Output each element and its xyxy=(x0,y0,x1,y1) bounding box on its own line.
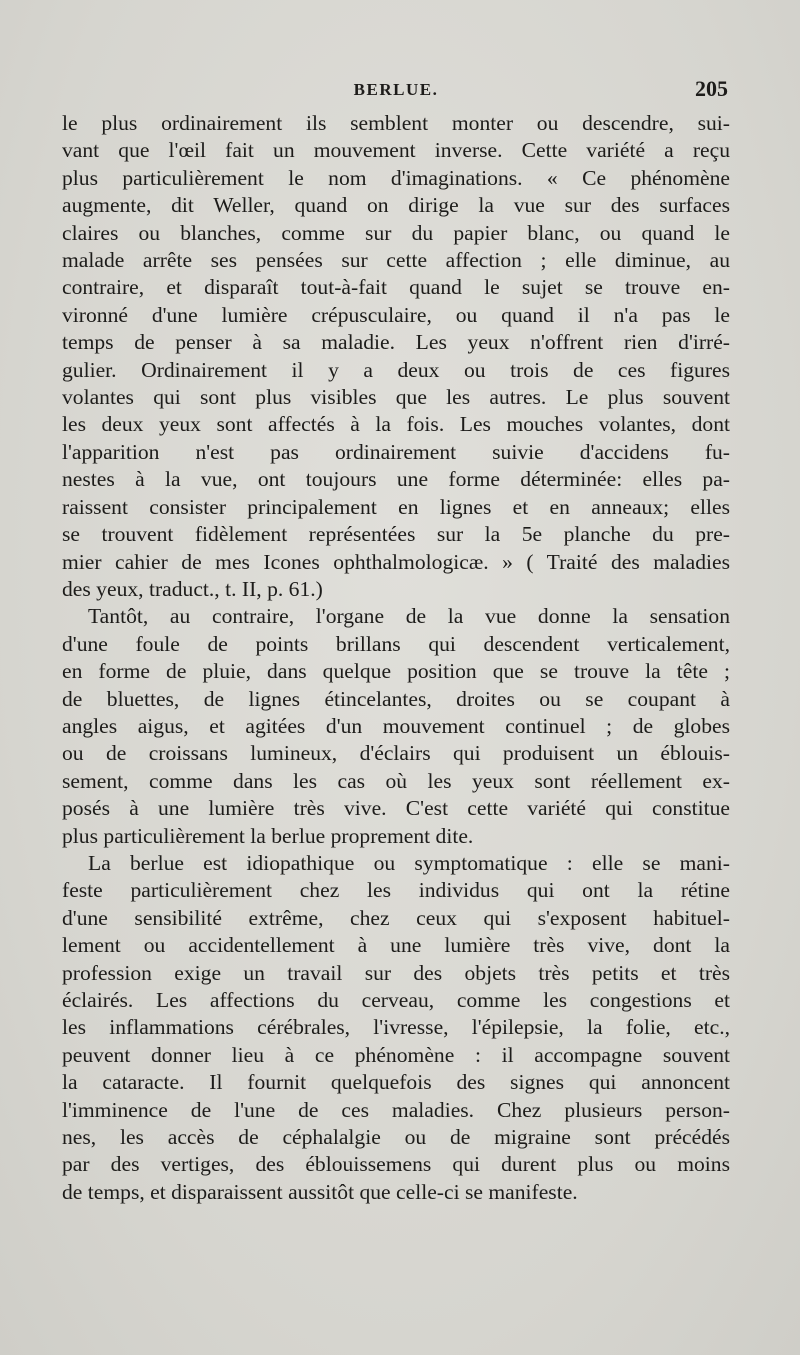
text-line: augmente, dit Weller, quand on dirige la vue sur des surfaces xyxy=(62,193,730,218)
text-line: raissent consister principalement en lignes et en anneaux; elles xyxy=(62,494,730,519)
text-line: Tantôt, au contraire, l'organe de la vue donne la sensation xyxy=(88,604,730,629)
text-line: gulier. Ordinairement il y a deux ou trois de ces figures xyxy=(62,357,730,382)
text-line: de bluettes, de lignes étincelantes, droites ou se coupant à xyxy=(62,686,730,711)
text-line: ou de croissans lumineux, d'éclairs qui produisent un éblouis- xyxy=(62,741,730,766)
text-line: des yeux, traduct., t. II, p. 61.) xyxy=(62,576,323,601)
text-line: lement ou accidentellement à une lumière très vive, dont la xyxy=(62,933,730,958)
text-line: les deux yeux sont affectés à la fois. Les mouches volantes, dont xyxy=(62,412,730,437)
text-line: posés à une lumière très vive. C'est cette variété qui constitue xyxy=(62,796,730,821)
text-line: angles aigus, et agitées d'un mouvement continuel ; de globes xyxy=(62,713,730,738)
text-line: plus particulièrement le nom d'imaginations. « Ce phénomène xyxy=(62,165,730,190)
text-line: se trouvent fidèlement représentées sur la 5e planche du pre- xyxy=(62,522,730,547)
text-line: d'une foule de points brillans qui descendent verticalement, xyxy=(62,631,730,656)
text-line: contraire, et disparaît tout-à-fait quand le sujet se trouve en- xyxy=(62,275,730,300)
text-line: La berlue est idiopathique ou symptomatique : elle se mani- xyxy=(88,850,730,875)
paragraph-3 xyxy=(62,850,730,1206)
text-line: les inflammations cérébrales, l'ivresse, l'épilepsie, la folie, etc., xyxy=(62,1015,730,1040)
text-line: la cataracte. Il fournit quelquefois des signes qui annoncent xyxy=(62,1070,730,1095)
text-line: claires ou blanches, comme sur du papier blanc, ou quand le xyxy=(62,220,730,245)
text-line: le plus ordinairement ils semblent monter ou descendre, sui- xyxy=(62,111,730,135)
text-line: volantes qui sont plus visibles que les autres. Le plus souvent xyxy=(62,385,730,410)
text-line: nestes à la vue, ont toujours une forme déterminée: elles pa- xyxy=(62,467,730,492)
text-line: d'une sensibilité extrême, chez ceux qui s'exposent habituel- xyxy=(62,905,730,930)
text-line: vironné d'une lumière crépusculaire, ou quand il n'a pas le xyxy=(62,302,730,327)
text-line: profession exige un travail sur des objets très petits et très xyxy=(62,960,730,985)
text-line: vant que l'œil fait un mouvement inverse. Cette variété a reçu xyxy=(62,138,730,163)
text-line: temps de penser à sa maladie. Les yeux n'offrent rien d'irré- xyxy=(62,330,730,355)
text-line: l'apparition n'est pas ordinairement suivie d'accidens fu- xyxy=(62,439,730,464)
text-line: l'imminence de l'une de ces maladies. Chez plusieurs person- xyxy=(62,1097,730,1122)
text-line: feste particulièrement chez les individus qui ont la rétine xyxy=(62,878,730,903)
running-head: BERLUE. xyxy=(353,80,439,99)
page-header xyxy=(62,76,730,110)
text-line: malade arrête ses pensées sur cette affection ; elle diminue, au xyxy=(62,248,730,273)
text-line: sement, comme dans les cas où les yeux sont réellement ex- xyxy=(62,768,730,793)
page-number: 205 xyxy=(695,76,728,101)
paragraph-2 xyxy=(62,603,730,850)
text-line: éclairés. Les affections du cerveau, comme les congestions et xyxy=(62,988,730,1012)
text-line: par des vertiges, des éblouissemens qui durent plus ou moins xyxy=(62,1152,730,1177)
text-line: nes, les accès de céphalalgie ou de migraine sont précédés xyxy=(62,1125,730,1150)
text-line: de temps, et disparaissent aussitôt que celle-ci se manifeste. xyxy=(62,1179,578,1204)
text-line: mier cahier de mes Icones ophthalmologicæ. » ( Traité des maladies xyxy=(62,549,730,574)
text-line: en forme de pluie, dans quelque position que se trouve la tête ; xyxy=(62,659,730,684)
paragraph-1 xyxy=(62,110,730,603)
book-page xyxy=(62,76,730,1206)
text-line: peuvent donner lieu à ce phénomène : il accompagne souvent xyxy=(62,1042,730,1067)
text-line: plus particulièrement la berlue proprement dite. xyxy=(62,823,474,848)
